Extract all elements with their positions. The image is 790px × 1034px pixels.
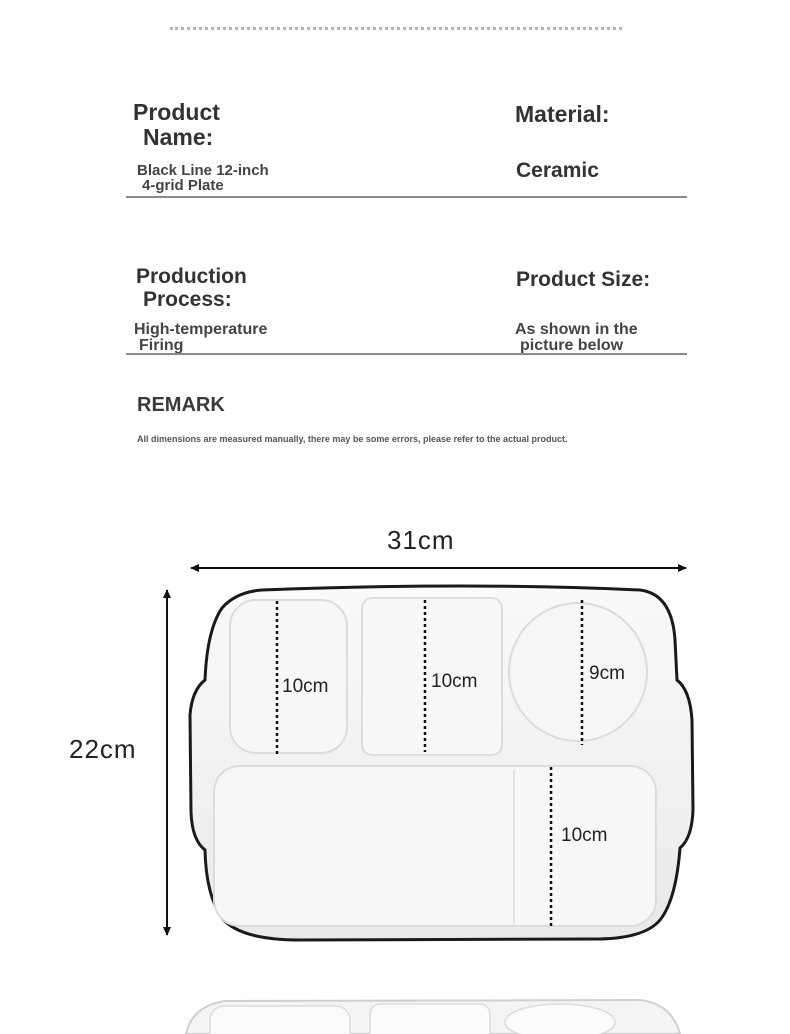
material-label: Material: <box>515 101 610 127</box>
product-name-value: Black Line 12-inch 4-grid Plate <box>137 162 269 194</box>
remark-text: All dimensions are measured manually, there may be some errors, please refer to the actual product. <box>137 434 568 444</box>
height-label: 22cm <box>69 734 137 764</box>
production-process-value: High-temperature Firing <box>134 321 268 354</box>
compartment-4-label: 10cm <box>561 825 608 846</box>
product-size-value: As shown in the picture below <box>515 321 638 354</box>
remark-title: REMARK <box>137 394 225 416</box>
compartment-3-label: 9cm <box>589 663 625 684</box>
material-value: Ceramic <box>516 159 599 182</box>
production-process-label: Production Process: <box>136 265 247 311</box>
compartment-1-label: 10cm <box>282 676 329 697</box>
width-label: 31cm <box>387 525 455 555</box>
compartment-2-label: 10cm <box>431 671 478 692</box>
product-name-label: Product Name: <box>133 99 220 150</box>
product-size-label: Product Size: <box>516 268 651 291</box>
compartment-3 <box>509 603 647 741</box>
